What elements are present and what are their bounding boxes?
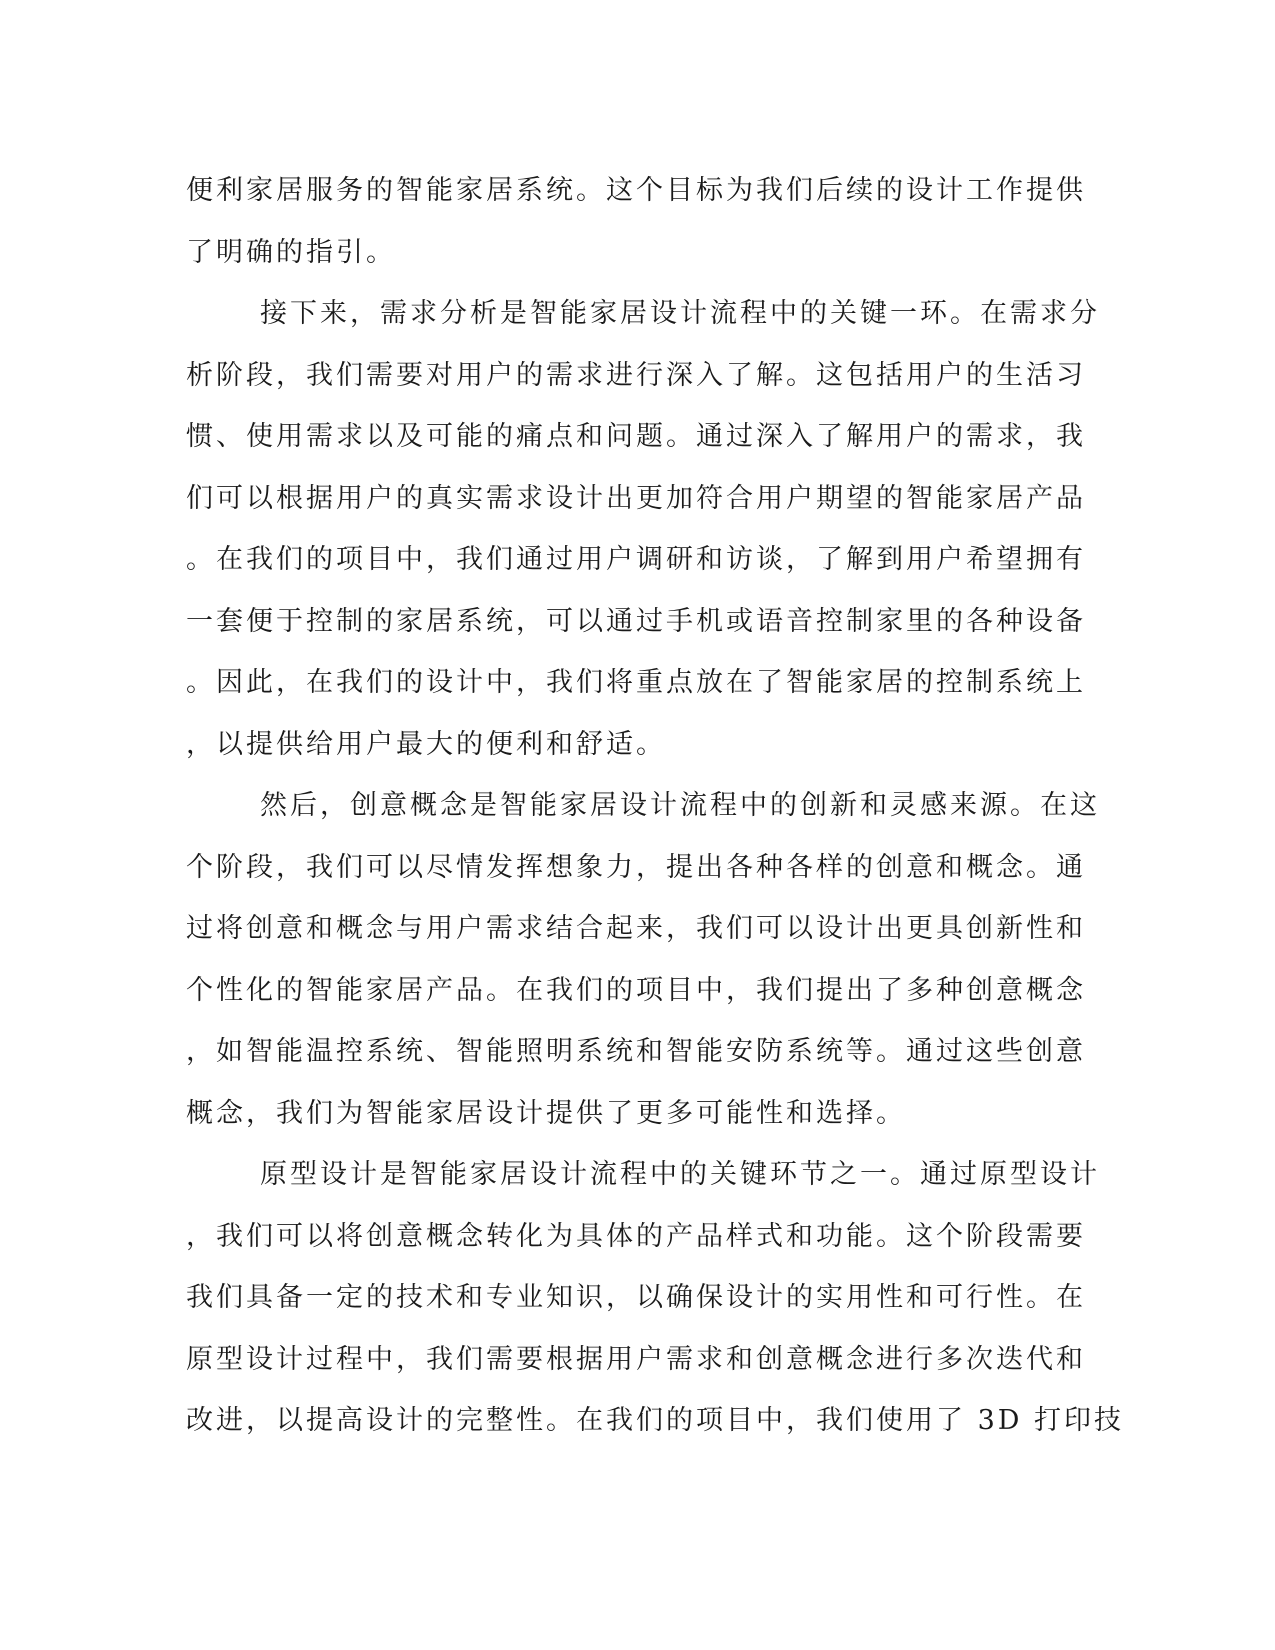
text-line: 了明确的指引。	[186, 236, 396, 268]
text-line: 惯、使用需求以及可能的痛点和问题。通过深入了解用户的需求，我	[186, 421, 1086, 452]
text-line: 。因此，在我们的设计中，我们将重点放在了智能家居的控制系统上	[186, 667, 1086, 698]
paragraph-start-line: 然后，创意概念是智能家居设计流程中的创新和灵感来源。在这	[260, 790, 1100, 821]
text-line: ，我们可以将创意概念转化为具体的产品样式和功能。这个阶段需要	[186, 1220, 1086, 1252]
text-line: 改进，以提高设计的完整性。在我们的项目中，我们使用了 3D 打印技	[186, 1405, 1124, 1436]
text-line: 一套便于控制的家居系统，可以通过手机或语音控制家里的各种设备	[186, 605, 1086, 637]
text-line: 我们具备一定的技术和专业知识，以确保设计的实用性和可行性。在	[186, 1282, 1086, 1313]
text-line: 。在我们的项目中，我们通过用户调研和访谈，了解到用户希望拥有	[186, 544, 1086, 575]
paragraph-start-line: 原型设计是智能家居设计流程中的关键环节之一。通过原型设计	[260, 1159, 1100, 1190]
text-line: 便利家居服务的智能家居系统。这个目标为我们后续的设计工作提供	[186, 175, 1086, 206]
text-line: 过将创意和概念与用户需求结合起来，我们可以设计出更具创新性和	[186, 913, 1086, 944]
text-line: 个阶段，我们可以尽情发挥想象力，提出各种各样的创意和概念。通	[186, 851, 1086, 883]
body-text	[186, 160, 1124, 1452]
text-line: 个性化的智能家居产品。在我们的项目中，我们提出了多种创意概念	[186, 974, 1086, 1006]
paragraph-start-line: 接下来，需求分析是智能家居设计流程中的关键一环。在需求分	[260, 298, 1100, 329]
text-line: 概念，我们为智能家居设计提供了更多可能性和选择。	[186, 1097, 906, 1129]
text-line: 析阶段，我们需要对用户的需求进行深入了解。这包括用户的生活习	[186, 359, 1086, 391]
text-line: 们可以根据用户的真实需求设计出更加符合用户期望的智能家居产品	[186, 482, 1086, 514]
text-line: ，如智能温控系统、智能照明系统和智能安防系统等。通过这些创意	[186, 1036, 1086, 1067]
text-line: 原型设计过程中，我们需要根据用户需求和创意概念进行多次迭代和	[186, 1343, 1086, 1375]
text-line: ，以提供给用户最大的便利和舒适。	[186, 728, 666, 760]
